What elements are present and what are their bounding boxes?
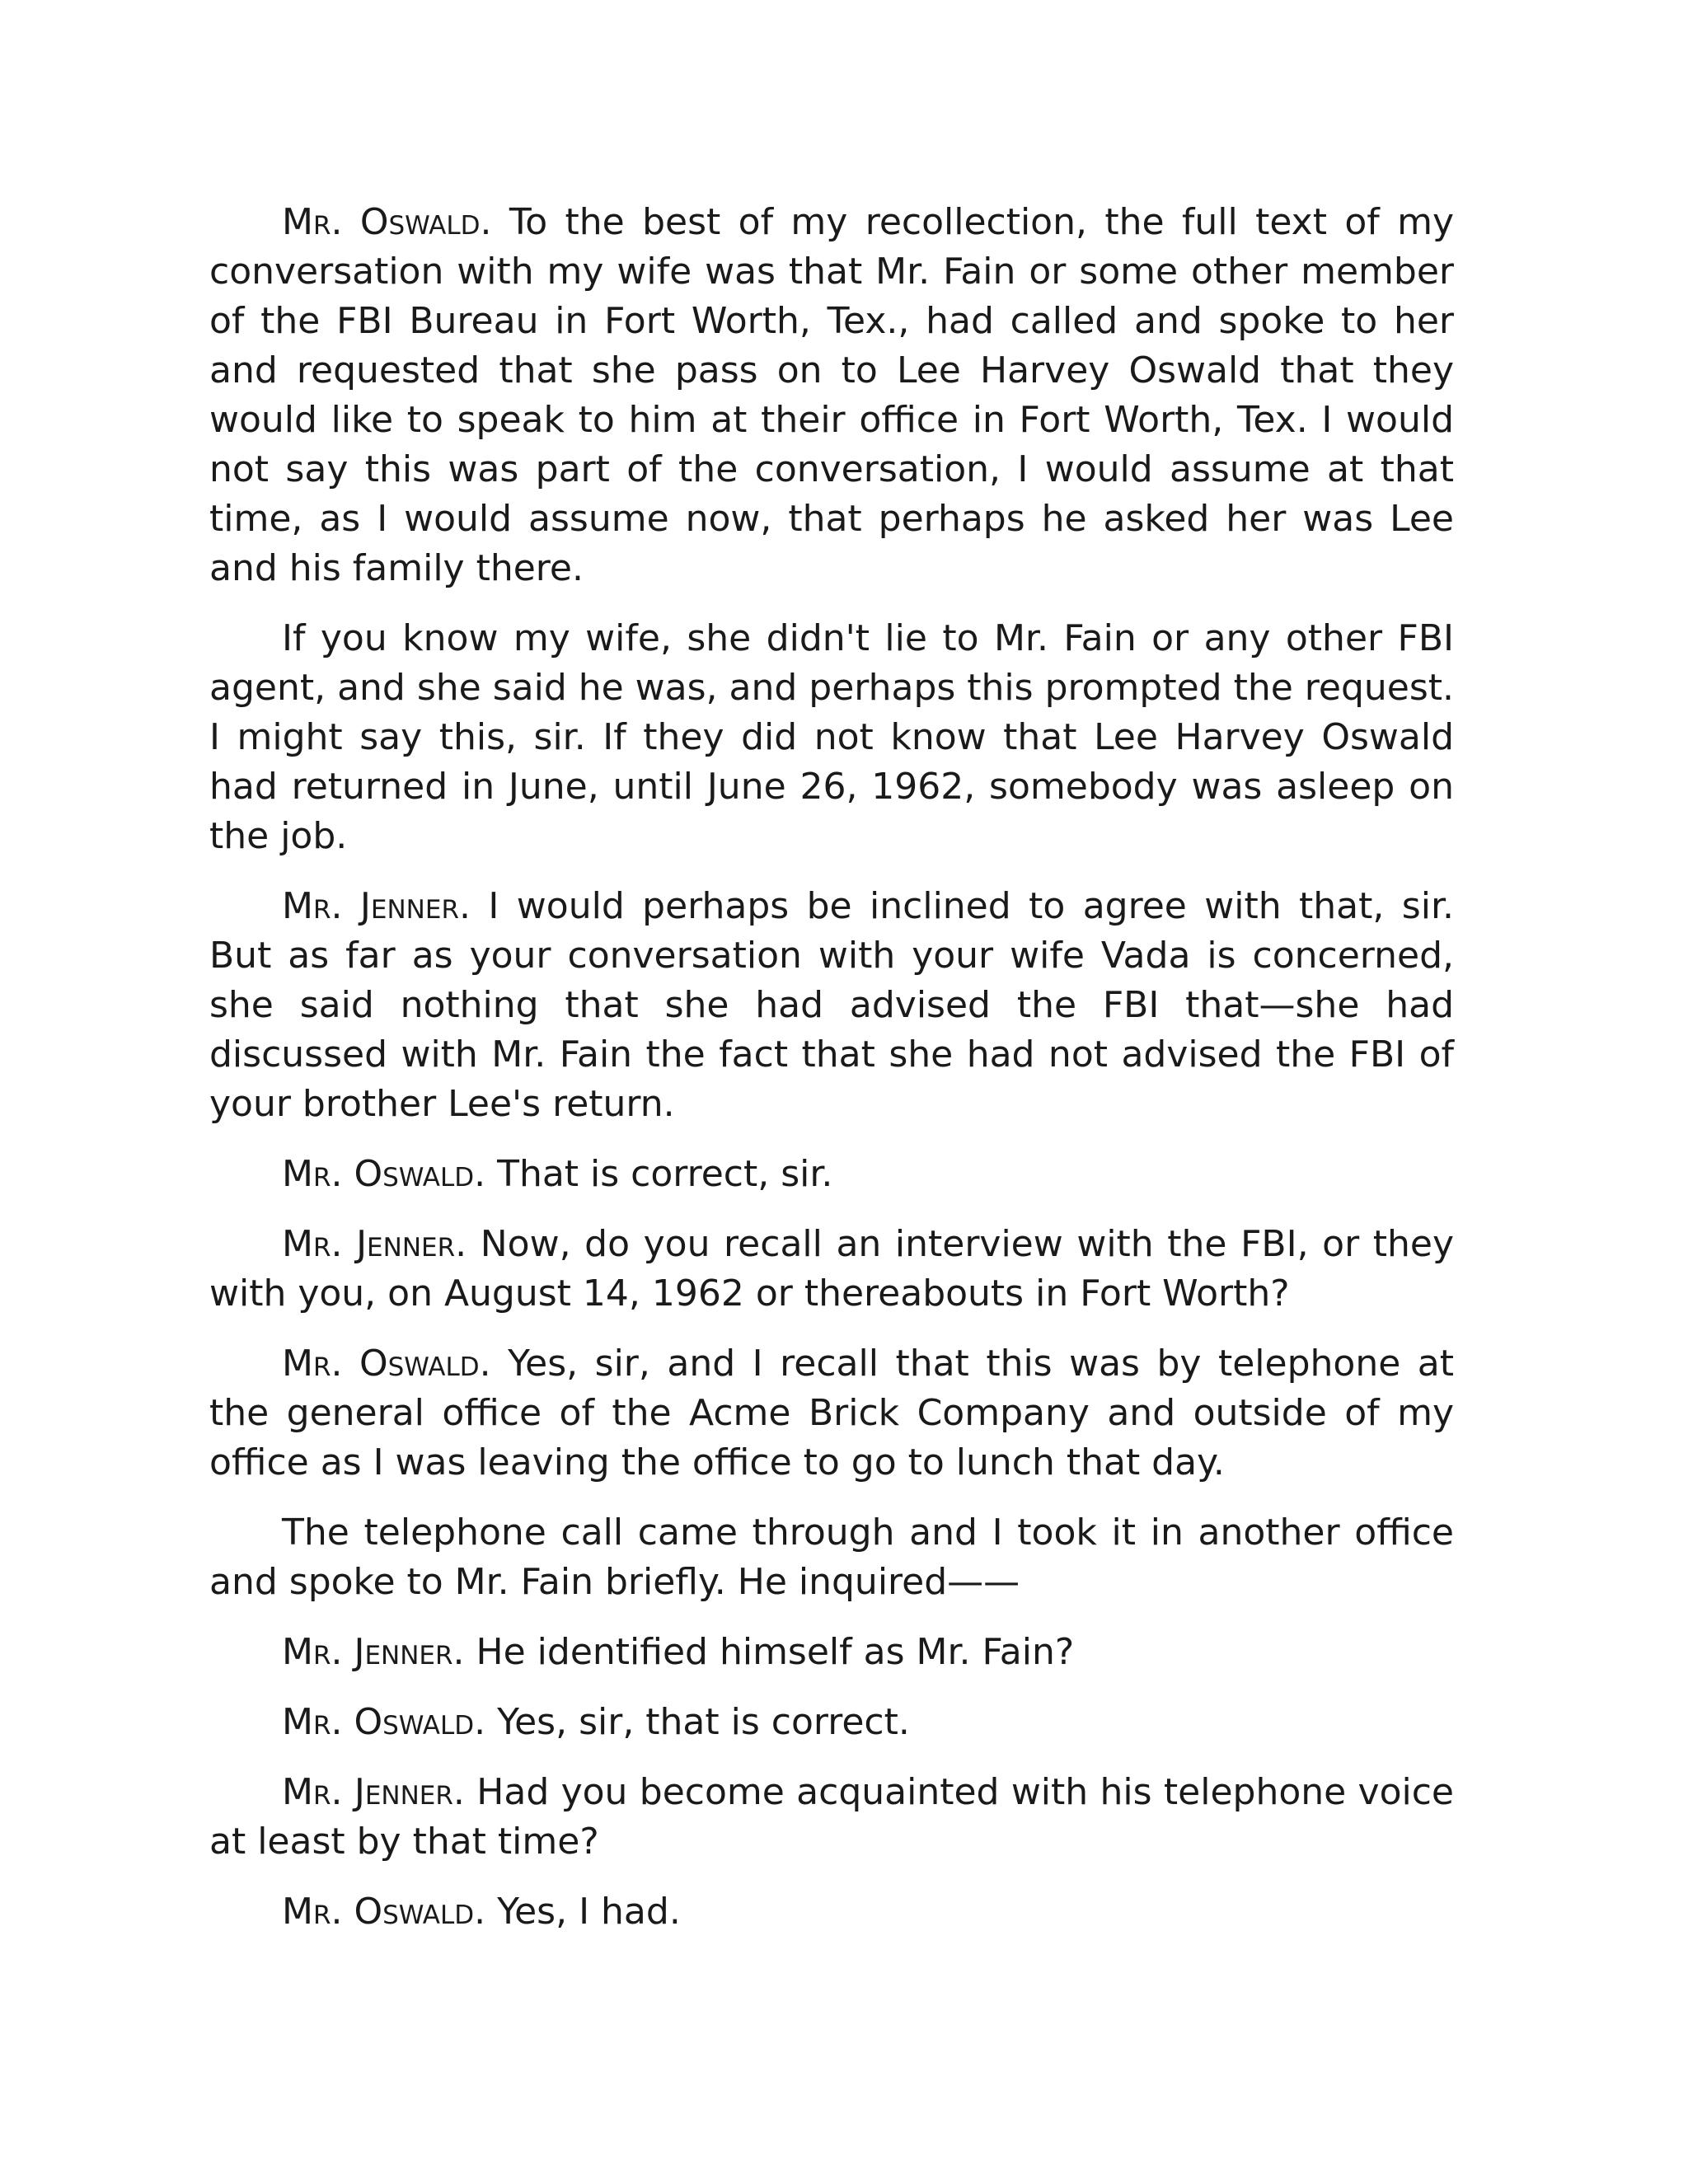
testimony-text: That is correct, sir. xyxy=(497,1153,833,1195)
testimony-text: Yes, sir, that is correct. xyxy=(497,1701,910,1743)
testimony-text: Now, do you recall an interview with the FBI, or they with you, on August 14, 1962 or thereabouts in Fort Worth? xyxy=(209,1223,1455,1315)
testimony-text: To the best of my recollection, the full text of my conversation with my wife was that Mr. Fain or some other member of the FBI Bureau in Fort Worth, Tex., had called and spoke to her and requested that she pass on to Lee Harvey Oswald that they would like to speak to him at their office in Fort Worth, Tex. I would not say this was part of the conversation, I would assume at that time, as I would assume now, that perhaps he asked her was Lee and his family there. xyxy=(209,201,1454,589)
testimony-paragraph xyxy=(209,882,1454,1129)
testimony-text: If you know my wife, she didn't lie to Mr. Fain or any other FBI agent, and she said he was, and perhaps this prompted the request. I might say this, sir. If they did not know that Lee Harvey Oswald had returned in June, until June 26, 1962, somebody was asleep on the job. xyxy=(209,617,1455,857)
testimony-text: Yes, I had. xyxy=(497,1891,681,1933)
testimony-text: He identified himself as Mr. Fain? xyxy=(476,1631,1075,1673)
testimony-paragraph xyxy=(209,1508,1454,1607)
testimony-paragraph xyxy=(209,1698,1454,1747)
testimony-text: I would perhaps be inclined to agree with that, sir. But as far as your conversation with your wife Vada is concerned, she said nothing that she had advised the FBI that—she had discussed with Mr. Fain the fact that she had not advised the FBI of your brother Lee's return. xyxy=(209,885,1454,1125)
testimony-paragraph xyxy=(209,1628,1454,1677)
testimony-paragraph xyxy=(209,614,1454,861)
speaker-name: Mr. Jenner. xyxy=(282,1771,465,1813)
speaker-name: Mr. Oswald. xyxy=(282,1343,491,1385)
transcript-page xyxy=(209,198,1454,1957)
testimony-paragraph xyxy=(209,1768,1454,1867)
speaker-name: Mr. Oswald. xyxy=(282,201,492,243)
speaker-name: Mr. Jenner. xyxy=(282,1631,465,1673)
speaker-name: Mr. Jenner. xyxy=(282,1223,467,1265)
testimony-paragraph xyxy=(209,1887,1454,1937)
testimony-text: Yes, sir, and I recall that this was by telephone at the general office of the Acme Brick Company and outside of my office as I was leaving the office to go to lunch that day. xyxy=(209,1343,1454,1483)
speaker-name: Mr. Oswald. xyxy=(282,1701,486,1743)
speaker-name: Mr. Jenner. xyxy=(282,885,471,927)
speaker-name: Mr. Oswald. xyxy=(282,1153,486,1195)
speaker-name: Mr. Oswald. xyxy=(282,1891,486,1933)
testimony-paragraph xyxy=(209,1220,1454,1319)
testimony-paragraph xyxy=(209,1339,1454,1488)
testimony-paragraph xyxy=(209,1150,1454,1199)
testimony-text: The telephone call came through and I took it in another office and spoke to Mr. Fain briefly. He inquired—— xyxy=(209,1511,1454,1603)
testimony-text: Had you become acquainted with his telephone voice at least by that time? xyxy=(209,1771,1455,1863)
testimony-paragraph xyxy=(209,198,1454,593)
